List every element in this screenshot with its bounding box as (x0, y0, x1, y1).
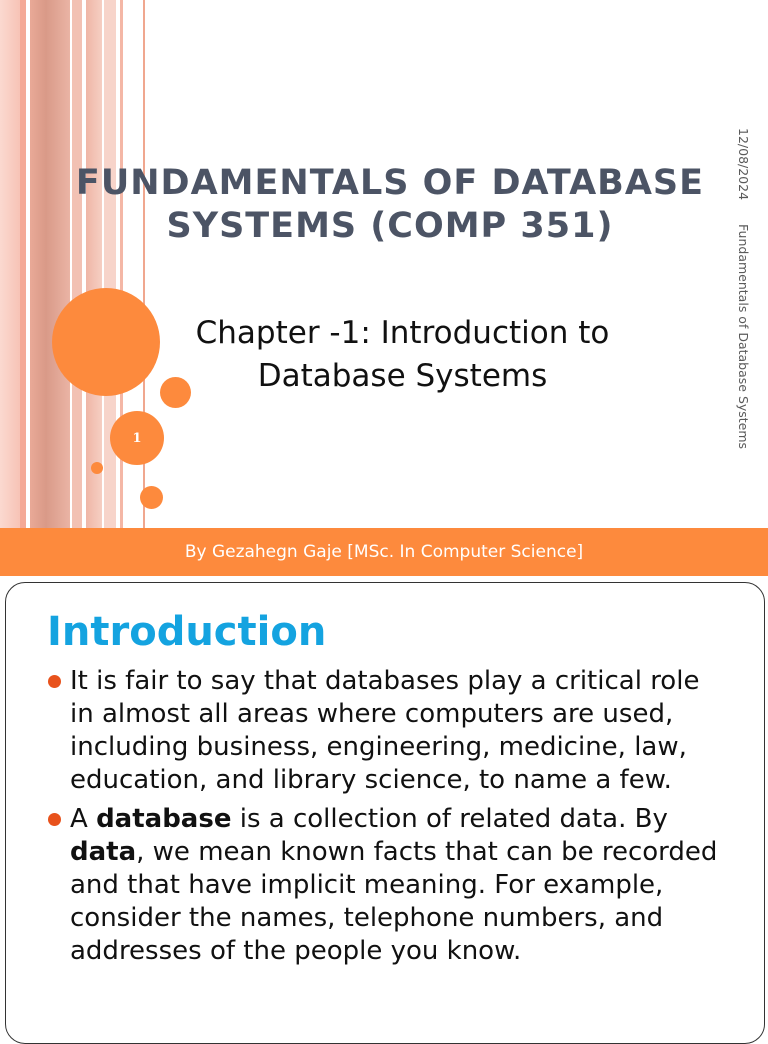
term-data: data (70, 837, 137, 867)
term-database: database (96, 804, 232, 834)
course-name: Fundamentals of Database Systems (736, 224, 751, 450)
slide-date: 12/08/2024 (736, 128, 751, 201)
decorative-stripe (72, 0, 82, 528)
author-footer-bar (0, 528, 768, 576)
bullet-text-part: A (70, 804, 97, 834)
bullet-list (46, 665, 726, 974)
bullet-text-part: is a collection of related data. By (231, 804, 668, 834)
decorative-circle-small (91, 462, 103, 474)
introduction-slide (5, 582, 765, 1044)
bullet-dot-icon (48, 813, 61, 826)
author-credit: By Gezahegn Gaje [MSc. In Computer Science] (184, 542, 584, 562)
slide-subtitle: Chapter -1: Introduction to Database Systems (195, 315, 610, 394)
vertical-footer-text (736, 128, 751, 449)
page-number-badge: 1 (110, 411, 164, 465)
list-item (46, 665, 726, 797)
decorative-stripe (20, 0, 26, 528)
decorative-circle (140, 486, 163, 509)
list-item (46, 803, 726, 968)
bullet-text-part: , we mean known facts that can be recorded and that have implicit meaning. For example, consider the names, telephone numbers, and addresses of the people you know. (70, 837, 718, 966)
slide-title: FUNDAMENTALS OF DATABASE SYSTEMS (COMP 351) (75, 163, 705, 246)
bullet-dot-icon (48, 675, 61, 688)
decorative-stripe (30, 0, 70, 528)
decorative-stripe (0, 0, 20, 528)
bullet-text: It is fair to say that databases play a critical role in almost all areas where computers are used, including business, engineering, medicine, law, education, and library science, to name a few. (70, 666, 700, 795)
section-heading: Introduction (47, 609, 327, 655)
decorative-stripe (86, 0, 102, 528)
